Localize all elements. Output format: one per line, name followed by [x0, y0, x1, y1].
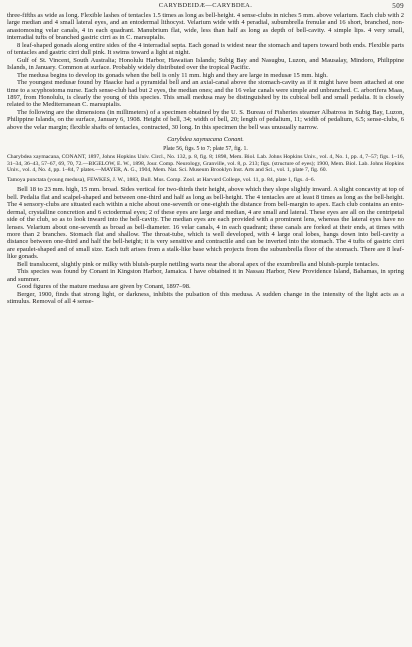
body-paragraph: 8 leaf-shaped gonads along entire sides of the 4 interradial septa. Each gonad is widest near the stomach and tapers toward both ends. Flexible parts of tentacles and gastric cirri dull pink. It swims toward a light at night.: [7, 41, 404, 57]
body-paragraph: three-fifths as wide as long. Flexible lashes of tentacles 1.5 times as long as bell-height. 4 sense-clubs in niches 5 mm. above velarium. Each club with 2 large median and 4 small lateral eyes, and an entodermal lithocyst. Velarium wide with 4 peradial, subumbrella frenulæ and 16 short, branched, non-anastomosing velar canals, 4 in each quadrant. Manubrium flat, wide, less than half as long as depth of bell-cavity. 4 simple lips. 4 very small, interradial tufts of branched gastric cirri as in C. marsupialis.: [7, 12, 404, 42]
body-paragraph: Good figures of the mature medusa are given by Conant, 1897–98.: [17, 283, 191, 291]
body-paragraph: Gulf of St. Vincent, South Australia; Honolulu Harbor, Hawaiian Islands; Subig Bay and Nasugbu, Luzon, and Mausalay, Mindoro, Philippine Islands, in January. Common at surface. Probably widely distributed over the tropical Pacific.: [7, 56, 404, 72]
body-paragraph: Bell translucent, slightly pink or milky with bluish-purple nettling warts near the aboral apex of the exumbrella and bluish-purple tentacles.: [17, 260, 380, 268]
plate-reference: Plate 56, figs. 5 to 7; plate 57, fig. 1.: [163, 146, 248, 153]
synonymy-entry: Charybdea xaymacana, CONANT, 1897, Johns Hopkins Univ. Circl., No. 132, p. 8, fig. 8; 1898, Mem. Biol. Lab. Johns Hopkins Univ., vol. 4, No. 1, pp. 4, 7–57; figs. 1–16, 31–34, 36–43, 57–67, 69, 70, 72.—BIGELOW, E. W., 1898, Jour. Comp. Neurology, Granville, vol. 8, p. 213; figs. (structure of eyes); 1900, Mem. Biol. Lab. Johns Hopkins Univ., vol. 4, No. 4, pp. 1–84, 7 plates.—MAYER, A. G., 1904, Mem. Nat. Sci. Museum Brooklyn Inst. Arts and Sci., vol. 1, plate 7, fig. 60.: [7, 154, 404, 174]
body-paragraph: The youngest medusæ found by Haacke had a pyramidal bell and an axial-canal above the stomach-cavity as if it might have been attached at one time to a scyphostoma nurse. Each sense-club had but 2 eyes, the median ones; and the 16 velar canals were simple and unbranched. C. arborifera Maas, 1897, from Honolulu, is clearly the young of this species. This small medusa may be distinguished by its cubical bell and small pedalia. It is closely related to the Mediterranean C. marsupialis.: [7, 79, 404, 109]
body-paragraph: Bell 18 to 23 mm. high, 15 mm. broad. Sides vertical for two-thirds their height, above which they slope slightly inward. A slight concavity at top of bell. Pedalia flat and scalpel-shaped and between one-third and half as long as bell-height. The 4 tentacles are at least 8 times as long as the bell-height. The 4 sensory-clubs are situated each within a niche about one-seventh or one-eighth the distance from bell-margin to apex. Each club contains an ento-dermal, crystalline concretion and 6 ectodermal eyes; 2 of these eyes are large and median, 4 are small and lateral. These eyes are all on the centripetal side of the club, so as to look inward into the bell-cavity. The median eyes are each provided with a prominent lens, whereas the lateral eyes have no lenses. Velarium about one-seventh as broad as bell-diameter. 16 velar canals, 4 in each quadrant; these canals are forked at their ends, at times with more than 2 branches. Stomach flat and shallow. The throat-tube, which is well developed, with 4 large oral lobes, hangs down into bell-cavity a distance between one-third and half the bell-height; it is very sensitive and contractile and can be inverted into the stomach. The 4 tufts of gastric cirri are epaulet-shaped and of small size. Each tuft arises from a stalk-like base which projects from the subumbrella floor of the stomach. There are 8 leaf-like gonads.: [7, 186, 404, 261]
running-header: [7, 2, 404, 12]
species-heading: Carybdea xaymacana Conant.: [167, 136, 244, 144]
body-paragraph: The following are the dimensions (in millimeters) of a specimen obtained by the U. S. Bureau of Fisheries steamer Albatross in Subig Bay, Luzon, Philippine Islands, on the surface, January 6, 1908. Height of bell, 34; width of bell, 20; length of pedalium, 11; width of pedalium, 6.5; sense-clubs, 6 above the velar margin; flexible shafts of tentacles, contracted, 30 long. In this specimen the bell was unusually narrow.: [7, 108, 404, 131]
running-title: CARYBDEIDÆ—CARYBDEA.: [158, 2, 253, 9]
page-number: 509: [392, 2, 404, 10]
body-paragraph: Berger, 1900, finds that strong light, or darkness, inhibits the pulsation of this medusa. A sudden change in the intensity of the light acts as a stimulus. Removal of all 4 sense-: [7, 290, 404, 306]
body-paragraph: The medusa begins to develop its gonads when the bell is only 11 mm. high and they are large in medusæ 15 mm. high.: [17, 71, 328, 79]
body-paragraph: This species was found by Conant in Kingston Harbor, Jamaica. I have obtained it in Nassau Harbor, New Providence Island, Bahamas, in spring and summer.: [7, 268, 404, 283]
synonymy-entry: Tamoya punctata (young medusa), FEWKES, J. W., 1883, Bull. Mus. Comp. Zool. at Harvard College, vol. 11, p. 84, plate 1, figs. 4–6.: [7, 176, 316, 183]
